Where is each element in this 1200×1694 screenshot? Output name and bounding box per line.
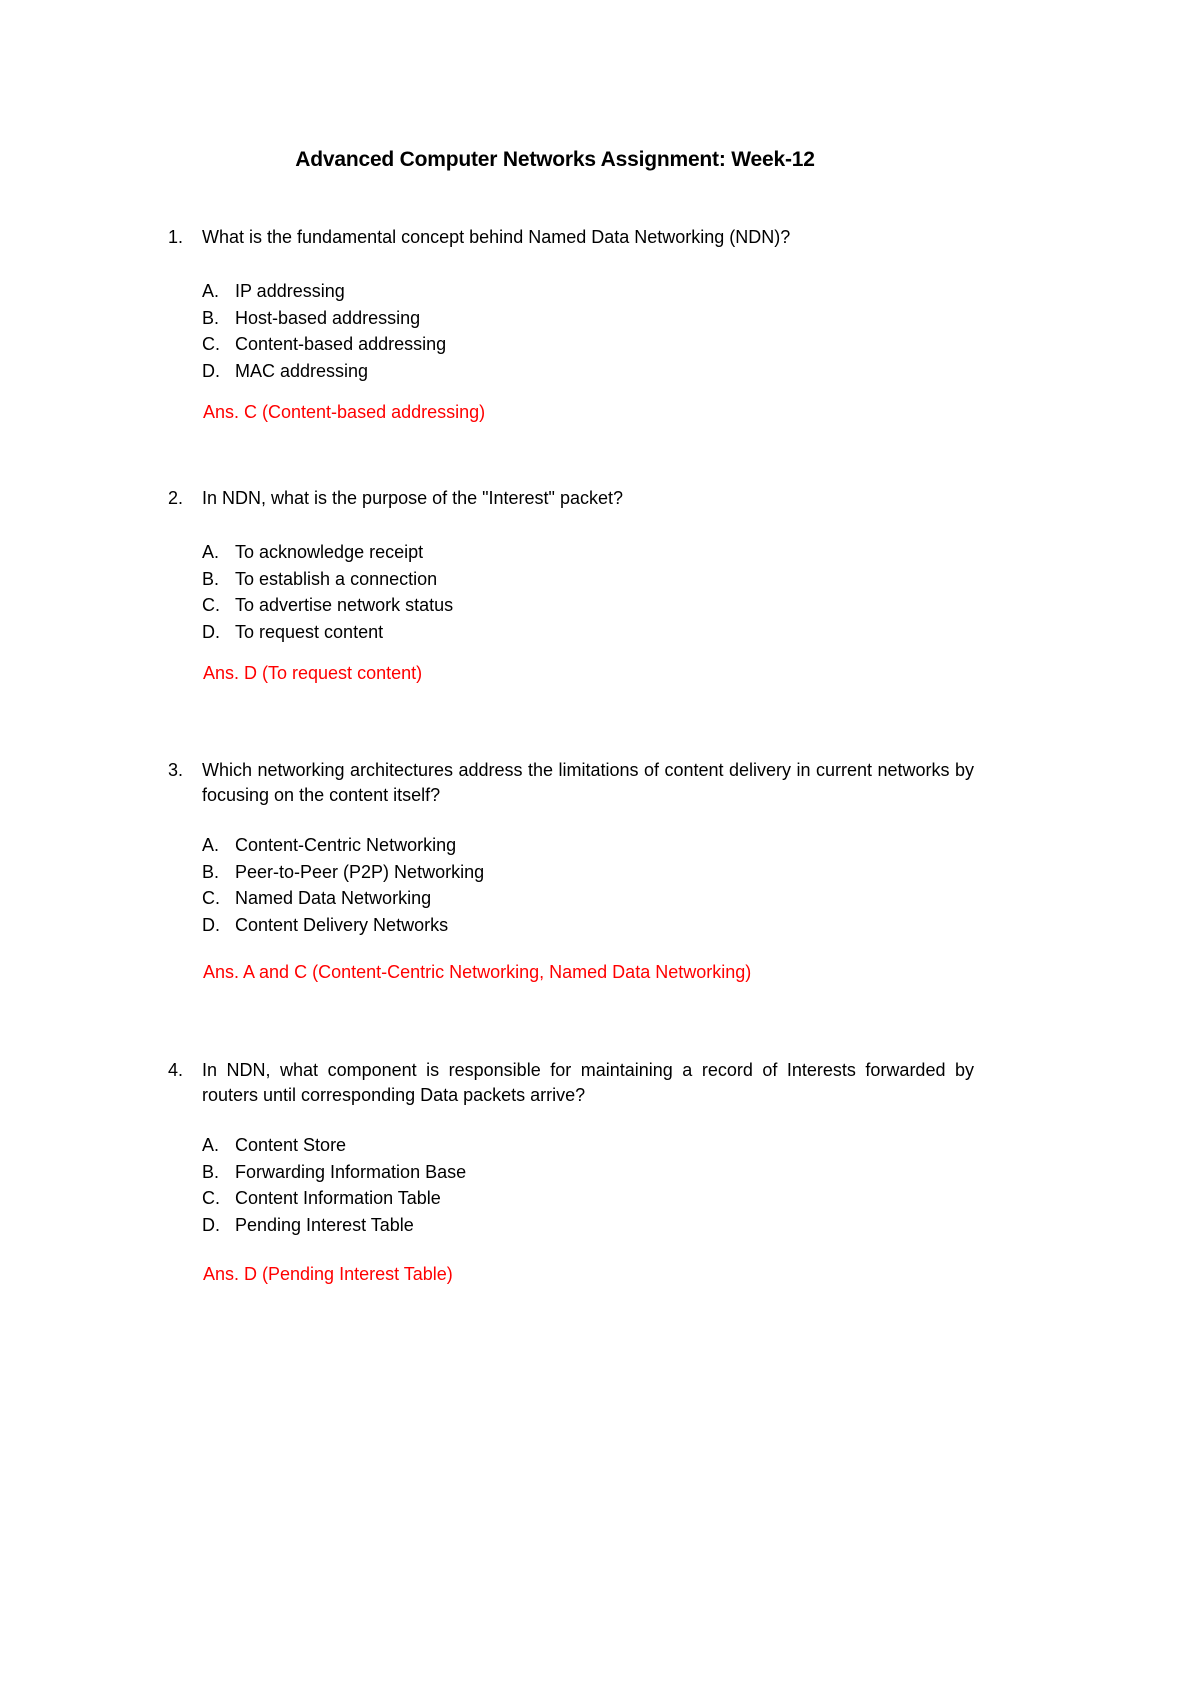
option-letter: B.: [202, 307, 220, 328]
option-list: [202, 278, 974, 384]
option-text: To acknowledge receipt: [235, 542, 424, 562]
option-letter: C.: [202, 1188, 220, 1208]
question-2: [168, 486, 974, 686]
option-text: Content Information Table: [235, 1188, 441, 1208]
option-letter: A.: [202, 835, 220, 855]
question-text: Which networking architectures address the limitations of content delivery in current networks by focusing on the content itself?: [202, 760, 974, 805]
option-text: Pending Interest Table: [235, 1214, 414, 1235]
option-letter: D.: [202, 914, 220, 935]
page-title: Advanced Computer Networks Assignment: Week-12: [295, 148, 815, 171]
option-b: [202, 566, 974, 593]
option-letter: B.: [202, 568, 220, 589]
option-text: IP addressing: [235, 281, 345, 301]
option-text: Content Delivery Networks: [235, 914, 449, 935]
answer-text: Ans. C (Content-based addressing): [203, 402, 486, 422]
option-c: [202, 331, 974, 358]
question-number: 3.: [168, 760, 184, 780]
option-letter: A.: [202, 281, 220, 301]
option-letter: B.: [202, 861, 220, 882]
option-letter: C.: [202, 888, 220, 908]
option-b: [202, 305, 974, 332]
option-text: MAC addressing: [235, 360, 369, 381]
option-b: [202, 859, 974, 886]
option-letter: D.: [202, 1214, 220, 1235]
option-d: [202, 912, 974, 939]
option-c: [202, 1185, 974, 1212]
option-list: [202, 832, 974, 938]
option-text: Forwarding Information Base: [235, 1161, 467, 1182]
option-text: To request content: [235, 621, 384, 642]
question-1: [168, 225, 974, 425]
option-text: To establish a connection: [235, 568, 438, 589]
option-b: [202, 1159, 974, 1186]
question-header: [168, 225, 974, 250]
question-header: [168, 758, 974, 808]
question-number: 4.: [168, 1060, 184, 1080]
option-d: [202, 619, 974, 646]
question-header: [168, 1058, 974, 1108]
option-letter: C.: [202, 334, 220, 354]
option-text: Named Data Networking: [235, 888, 432, 908]
option-letter: A.: [202, 1135, 220, 1155]
option-text: Peer-to-Peer (P2P) Networking: [235, 861, 485, 882]
option-a: [202, 1132, 974, 1159]
question-text: In NDN, what component is responsible for maintaining a record of Interests forwarded by routers until corresponding Data packets arrive?: [202, 1060, 974, 1105]
option-c: [202, 592, 974, 619]
option-letter: C.: [202, 595, 220, 615]
question-text: In NDN, what is the purpose of the "Interest" packet?: [202, 488, 623, 508]
option-a: [202, 832, 974, 859]
option-letter: D.: [202, 621, 220, 642]
option-text: Content Store: [235, 1135, 347, 1155]
option-letter: D.: [202, 360, 220, 381]
question-number: 2.: [168, 488, 184, 508]
question-3: [168, 758, 974, 985]
option-a: [202, 278, 974, 305]
question-4: [168, 1058, 974, 1287]
option-text: To advertise network status: [235, 595, 454, 615]
option-text: Content-based addressing: [235, 334, 447, 354]
option-c: [202, 885, 974, 912]
option-d: [202, 1212, 974, 1239]
option-d: [202, 358, 974, 385]
question-header: [168, 486, 974, 511]
answer-text: Ans. A and C (Content-Centric Networking, Named Data Networking): [203, 962, 752, 982]
answer-text: Ans. D (Pending Interest Table): [203, 1264, 453, 1284]
option-list: [202, 1132, 974, 1238]
answer-text: Ans. D (To request content): [203, 663, 423, 683]
question-text: What is the fundamental concept behind Named Data Networking (NDN)?: [202, 227, 791, 247]
option-a: [202, 539, 974, 566]
option-letter: A.: [202, 542, 220, 562]
option-text: Content-Centric Networking: [235, 835, 457, 855]
option-list: [202, 539, 974, 645]
question-number: 1.: [168, 227, 184, 247]
option-text: Host-based addressing: [235, 307, 421, 328]
option-letter: B.: [202, 1161, 220, 1182]
